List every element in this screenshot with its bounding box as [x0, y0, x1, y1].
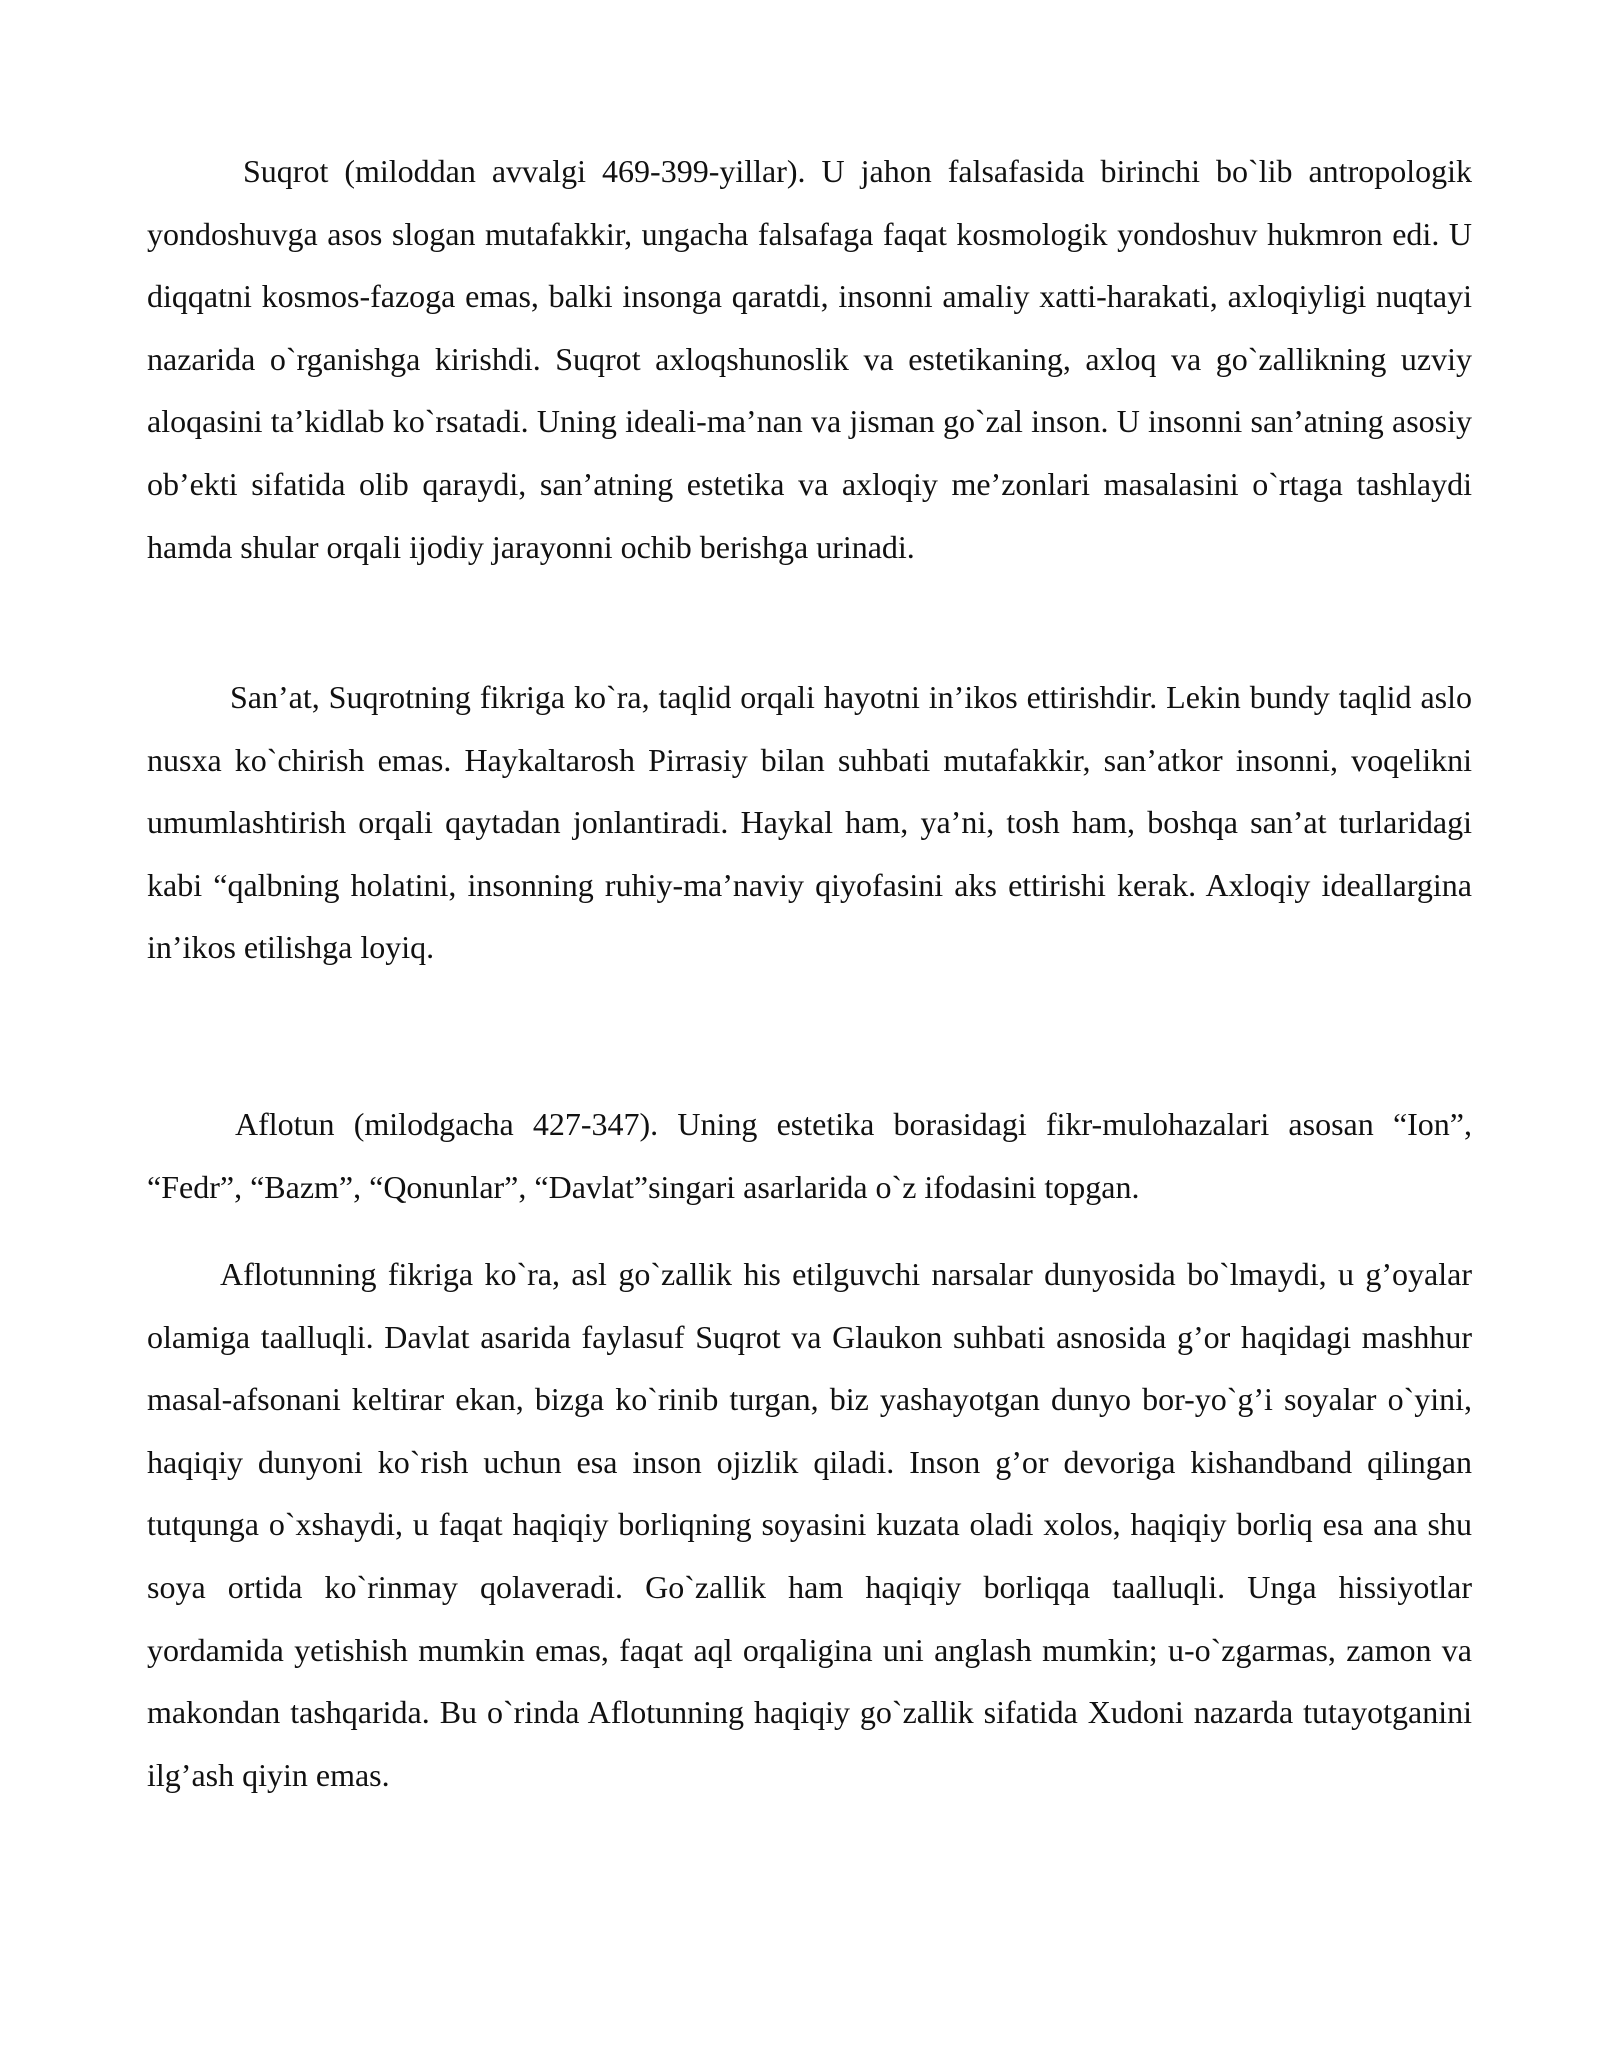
paragraph-text: Suqrot (miloddan avvalgi 469-399-yillar). U jahon falsafasida birinchi bo`lib antropologik yondoshuvga asos slogan mutafakkir, ungacha falsafaga faqat kosmologik yondoshuv hukmron edi. U diqqatni kosmos-fazoga emas, balki insonga qaratdi, insonni amaliy xatti-harakati, axloqiyligi nuqtayi nazarida o`rganishga kirishdi. Suqrot axloqshunoslik va estetikaning, axloq va go`zallikning uzviy aloqasini ta’kidlab ko`rsatadi. Uning ideali-ma’nan va jisman go`zal inson. U insonni san’atning asosiy ob’ekti sifatida olib qaraydi, san’atning estetika va axloqiy me’zonlari masalasini o`rtaga tashlaydi hamda shular orqali ijodiy jarayonni ochib berishga urinadi. [147, 153, 1472, 565]
paragraph-aflotun-intro [147, 1093, 1472, 1218]
paragraph-suqrot-art [147, 666, 1472, 979]
paragraph-suqrot-intro [147, 140, 1472, 578]
paragraph-aflotun-beauty [147, 1243, 1472, 1806]
paragraph-text: Aflotunning fikriga ko`ra, asl go`zallik his etilguvchi narsalar dunyosida bo`lmaydi, u g’oyalar olamiga taalluqli. Davlat asarida faylasuf Suqrot va Glaukon suhbati asnosida g’or haqidagi mashhur masal-afsonani keltirar ekan, bizga ko`rinib turgan, biz yashayotgan dunyo bor-yo`g’i soyalar o`yini, haqiqiy dunyoni ko`rish uchun esa inson ojizlik qiladi. Inson g’or devoriga kishandband qilingan tutqunga o`xshaydi, u faqat haqiqiy borliqning soyasini kuzata oladi xolos, haqiqiy borliq esa ana shu soya ortida ko`rinmay qolaveradi. Go`zallik ham haqiqiy borliqqa taalluqli. Unga hissiyotlar yordamida yetishish mumkin emas, faqat aql orqaligina uni anglash mumkin; u-o`zgarmas, zamon va makondan tashqarida. Bu o`rinda Aflotunning haqiqiy go`zallik sifatida Xudoni nazarda tutayotganini ilg’ash qiyin emas. [147, 1256, 1472, 1793]
paragraph-text: Aflotun (milodgacha 427-347). Uning estetika borasidagi fikr-mulohazalari asosan “Ion”, “Fedr”, “Bazm”, “Qonunlar”, “Davlat”singari asarlarida o`z ifodasini topgan. [147, 1106, 1472, 1205]
paragraph-text: San’at, Suqrotning fikriga ko`ra, taqlid orqali hayotni in’ikos ettirishdir. Lekin bundy taqlid aslo nusxa ko`chirish emas. Haykaltarosh Pirrasiy bilan suhbati mutafakkir, san’atkor insonni, voqelikni umumlashtirish orqali qaytadan jonlantiradi. Haykal ham, ya’ni, tosh ham, boshqa san’at turlaridagi kabi “qalbning holatini, insonning ruhiy-ma’naviy qiyofasini aks ettirishi kerak. Axloqiy ideallargina in’ikos etilishga loyiq. [147, 679, 1472, 966]
